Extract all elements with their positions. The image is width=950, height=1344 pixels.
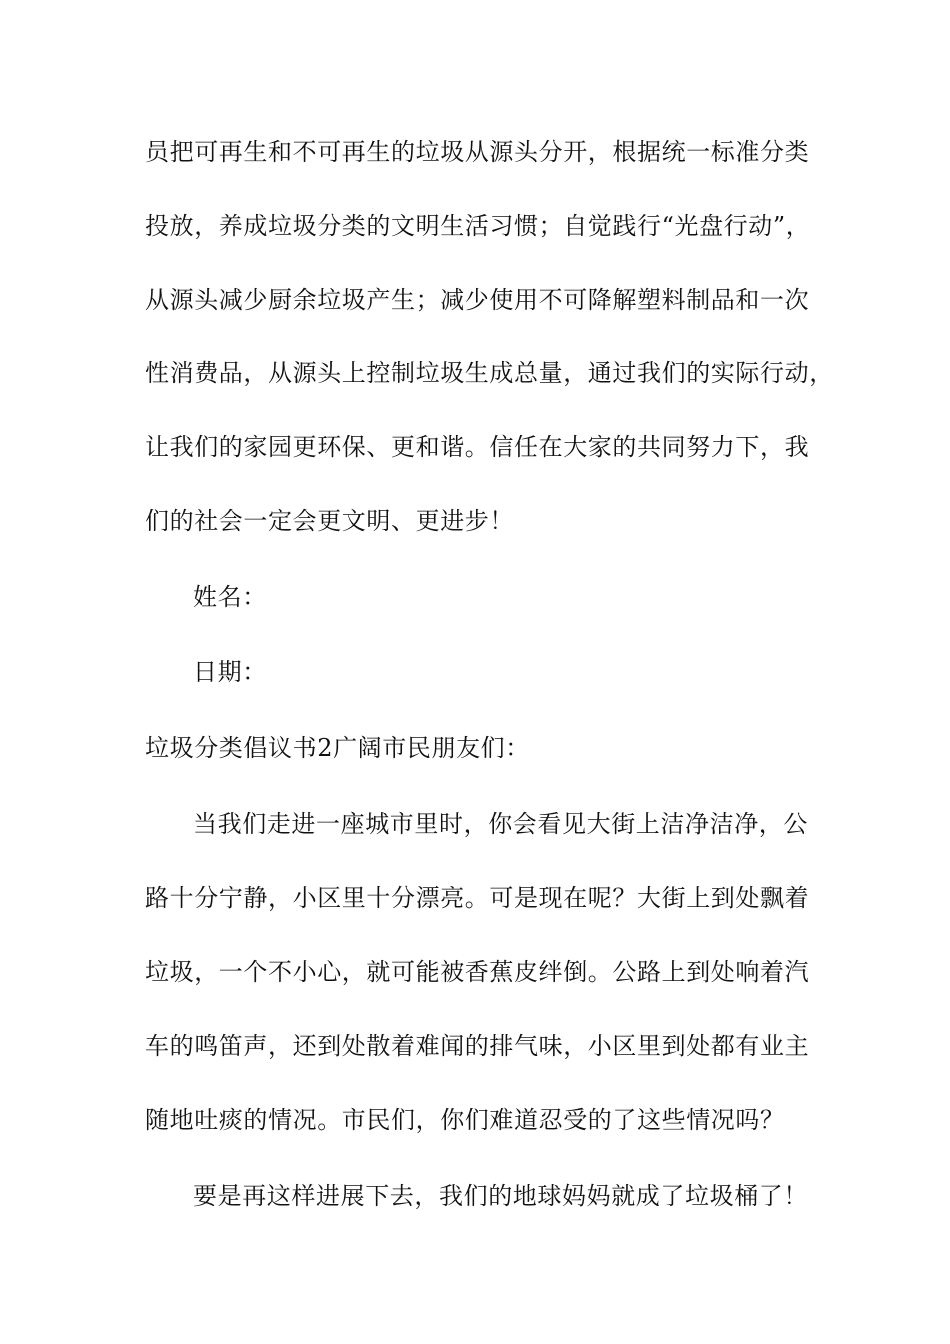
paragraph-line: 员把可再生和不可再生的垃圾从源头分开，根据统一标准分类 [145,138,810,166]
paragraph-line: 投放，养成垃圾分类的文明生活习惯；自觉践行“光盘行动”， [145,212,811,240]
heading-line: 垃圾分类倡议书2广阔市民朋友们： [145,734,530,762]
date-label: 日期： [193,658,267,686]
paragraph-line: 随地吐痰的情况。市民们，你们难道忍受的了这些情况吗？ [145,1106,785,1134]
paragraph-line: 要是再这样进展下去，我们的地球妈妈就成了垃圾桶了！ [193,1182,808,1210]
paragraph-line: 从源头减少厨余垃圾产生；减少使用不可降解塑料制品和一次 [145,286,810,314]
paragraph-line: 垃圾，一个不小心，就可能被香蕉皮绊倒。公路上到处响着汽 [145,958,810,986]
paragraph-line: 车的鸣笛声，还到处散着难闻的排气味，小区里到处都有业主 [145,1032,810,1060]
paragraph-line: 路十分宁静，小区里十分漂亮。可是现在呢？大街上到处飘着 [145,884,810,912]
paragraph-line: 性消费品，从源头上控制垃圾生成总量，通过我们的实际行动， [145,359,834,387]
paragraph-line: 让我们的家园更环保、更和谐。信任在大家的共同努力下，我 [145,433,810,461]
name-label: 姓名： [193,583,267,611]
paragraph-line: 当我们走进一座城市里时，你会看见大街上洁净洁净，公 [193,810,808,838]
paragraph-line: 们的社会一定会更文明、更进步！ [145,507,514,535]
